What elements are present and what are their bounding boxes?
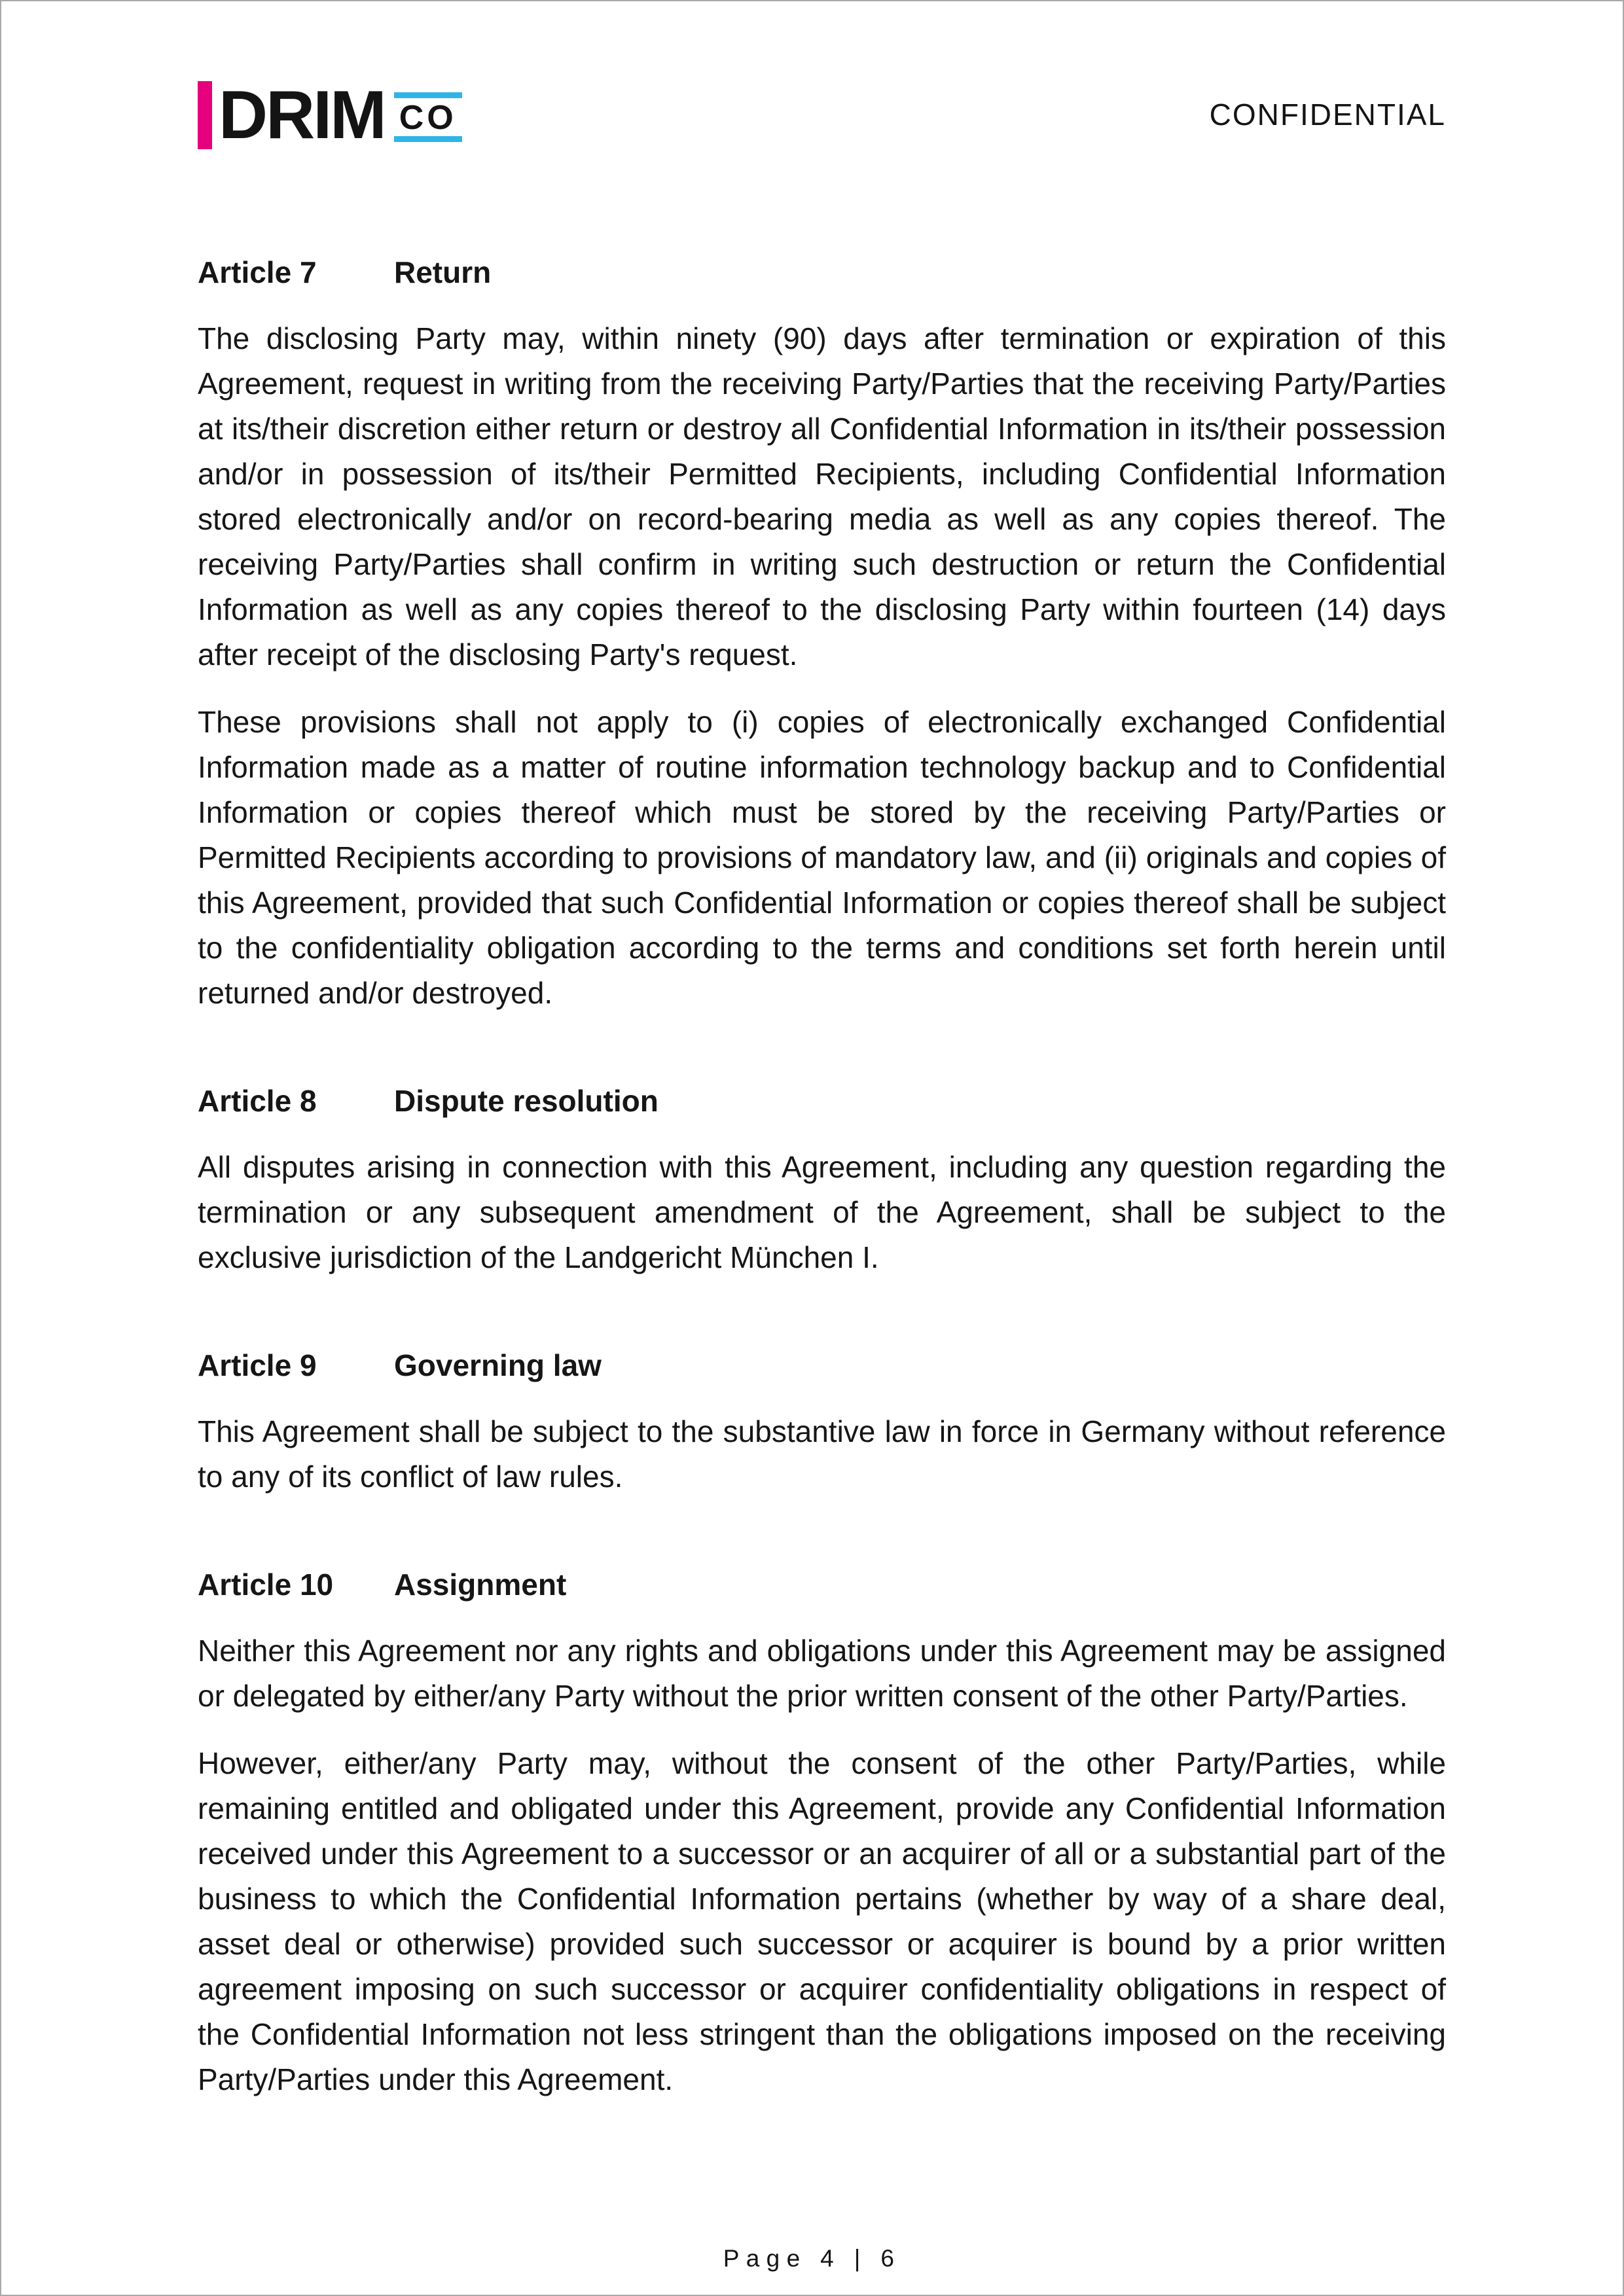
logo-co-badge (394, 92, 462, 143)
article-7-paragraph-2: These provisions shall not apply to (i) copies of electronically exchanged Confidential Information made as a matter of routine information technology backup and to Confidential Information or copies thereof which must be stored by the receiving Party/Parties or Permitted Recipients according to provisions of mandatory law, and (ii) originals and copies of this Agreement, provided that such Confidential Information or copies thereof shall be subject to the confidentiality obligation according to the terms and conditions set forth herein until returned and/or destroyed. (198, 705, 1446, 1010)
article-9-paragraph-1: This Agreement shall be subject to the substantive law in force in Germany without reference to any of its conflict of law rules. (198, 1414, 1446, 1494)
article-title: Return (394, 255, 492, 289)
article-7-paragraph-1: The disclosing Party may, within ninety (90) days after termination or expiration of this Agreement, request in writing from the receiving Party/Parties that the receiving Party/Parties at its/their discretion either return or destroy all Confidential Information in its/their possession and/or in possession of its/their Permitted Recipients, including Confidential Information stored electronically and/or on record-bearing media as well as any copies thereof. The receiving Party/Parties shall confirm in writing such destruction or return the Confidential Information as well as any copies thereof to the disclosing Party within fourteen (14) days after receipt of the disclosing Party's request. (198, 321, 1446, 672)
article-title: Governing law (394, 1348, 602, 1382)
article-number: Article 7 (198, 255, 317, 289)
article-8-heading (198, 1079, 1446, 1124)
logo-co-top-line (394, 92, 462, 98)
article-number: Article 10 (198, 1568, 334, 1602)
page-header (1, 1, 1623, 152)
article-8-paragraph-1: All disputes arising in connection with this Agreement, including any question regarding the termination or any subsequent amendment of the Agreement, shall be subject to the exclusive jurisdiction of the Landgericht München I. (198, 1150, 1446, 1274)
article-7 (198, 250, 1446, 1016)
article-10-paragraph-1: Neither this Agreement nor any rights and obligations under this Agreement may be assigned or delegated by either/any Party without the prior written consent of the other Party/Parties. (198, 1634, 1446, 1713)
drimco-logo (198, 79, 462, 152)
logo-drim-text: DRIM (219, 77, 385, 153)
article-10-heading (198, 1562, 1446, 1607)
article-title: Assignment (394, 1568, 567, 1602)
confidential-label: CONFIDENTIAL (1209, 98, 1446, 132)
logo-co-text: CO (399, 98, 457, 137)
article-9 (198, 1343, 1446, 1499)
article-number: Article 8 (198, 1084, 317, 1118)
article-title: Dispute resolution (394, 1084, 659, 1118)
article-8 (198, 1079, 1446, 1280)
page-number-label: Page 4 | 6 (723, 2245, 901, 2272)
article-10-paragraph-2: However, either/any Party may, without the consent of the other Party/Parties, while remaining entitled and obligated under this Agreement, provide any Confidential Information received under this Agreement to a successor or an acquirer of all or a substantial part of the business to which the Confidential Information pertains (whether by way of a share deal, asset deal or otherwise) provided such successor or acquirer is bound by a prior written agreement imposing on such successor or acquirer confidentiality obligations in respect of the Confidential Information not less stringent than the obligations imposed on the receiving Party/Parties under this Agreement. (198, 1746, 1446, 2096)
article-9-heading (198, 1343, 1446, 1388)
logo-pink-bar-icon (198, 81, 212, 149)
article-7-heading (198, 250, 1446, 295)
page-footer (1, 2245, 1623, 2272)
article-10 (198, 1562, 1446, 2102)
article-number: Article 9 (198, 1348, 317, 1382)
document-content (1, 152, 1623, 2102)
logo-co-bottom-line (394, 136, 462, 142)
